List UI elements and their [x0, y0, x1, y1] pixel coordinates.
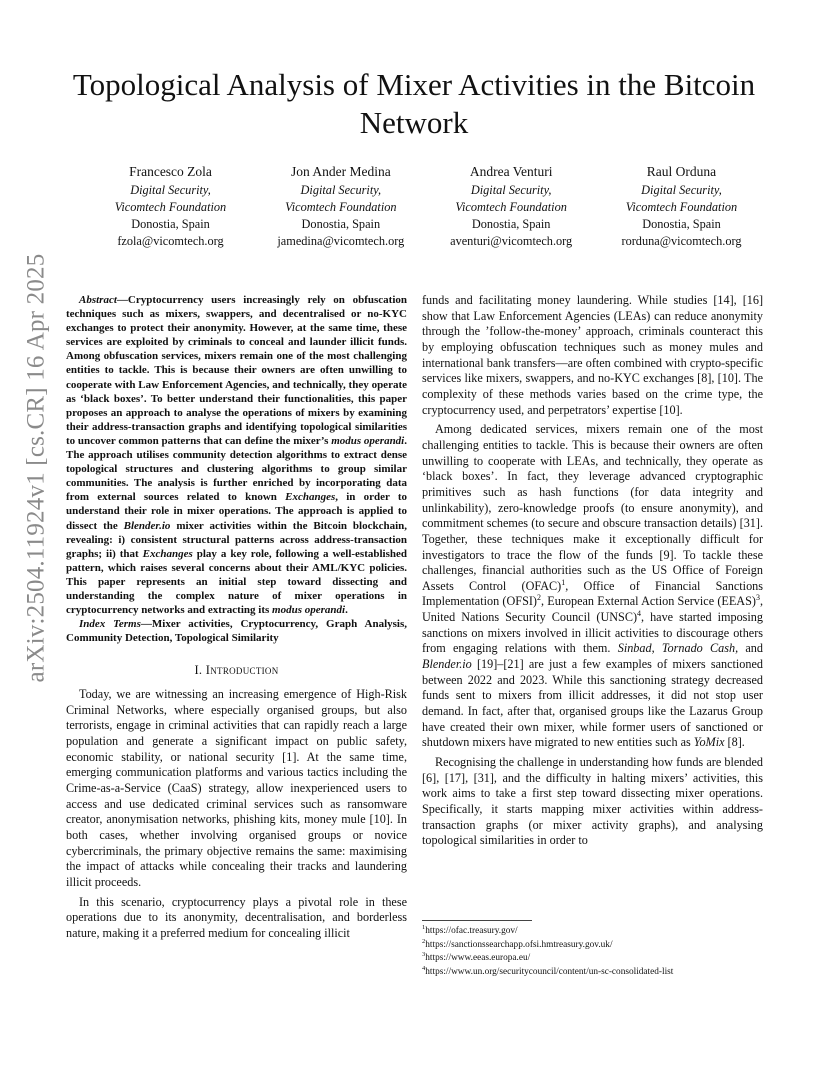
- author-block: [429, 163, 594, 250]
- arxiv-id: arXiv:2504.11924v1 [cs.CR] 16 Apr 2025: [22, 253, 49, 683]
- author-location: Donostia, Spain: [642, 217, 721, 231]
- author-dept: Digital Security,: [300, 183, 382, 197]
- footnote-ref: 3: [755, 593, 760, 603]
- author-location: Donostia, Spain: [131, 217, 210, 231]
- right-column: [422, 293, 763, 849]
- author-email: rorduna@vicomtech.org: [621, 234, 742, 248]
- footnote-link[interactable]: https://www.eeas.europa.eu/: [425, 953, 531, 964]
- author-dept: Digital Security,: [641, 183, 722, 197]
- body-paragraph: Recognising the challenge in understanding how funds are blended [6], [17], [31], and the difficulty in halting mixers’ activities, this work aims to take a first step toward dissecting mixer operations. Specifically, it starts mapping mixer activities within address-transaction graphs (or mixer activity graphs), and analysing topological similarities in order to: [422, 755, 763, 848]
- footnote-ref: 4: [637, 609, 642, 619]
- body-paragraph: In this scenario, cryptocurrency plays a pivotal role in these operations due to its anonymity, decentralisation, and borderless nature, making it a preferred medium for concealing illicit: [66, 894, 407, 940]
- footnote-link[interactable]: https://ofac.treasury.gov/: [425, 926, 518, 936]
- author-block: [88, 163, 253, 250]
- author-block: [258, 163, 423, 250]
- section-heading: I. Introduction: [194, 663, 279, 678]
- footnote-link[interactable]: https://www.un.org/securitycouncil/content/un-sc-consolidated-list: [425, 966, 674, 977]
- author-email: fzola@vicomtech.org: [117, 234, 224, 248]
- footnote: $^4$https://www.un.org/securitycouncil/content/un-sc-consolidated-list: [422, 964, 674, 977]
- footnotes: [422, 920, 763, 979]
- footnote-rule: [422, 920, 532, 921]
- left-column: [66, 293, 407, 942]
- author-org: Vicomtech Foundation: [625, 200, 738, 214]
- author-name: Raul Orduna: [646, 164, 717, 179]
- body-paragraph: Today, we are witnessing an increasing emergence of High-Risk Criminal Networks, where especially organised groups, but also terrorists, engage in criminal activities that can rapidly reach a large population and generate a significant impact on public safety, economic stability, or national security [1]. At the same time, emerging communication platforms and various tactics including the Crime-as-a-Service (CaaS) strategy, allow inexperienced users to access and use dedicated criminal services such as ransomware creator, anonymisation networks, phishing kits, money mule [10]. In both cases, whether involving organised groups or novice cybercriminals, the primary objective remains the same: maximising the impact of attacks while concealing their tracks and laundering illicit proceeds.: [66, 687, 407, 889]
- footnote: $^1$https://ofac.treasury.gov/: [422, 923, 518, 936]
- author-email: jamedina@vicomtech.org: [277, 234, 405, 248]
- author-location: Donostia, Spain: [471, 217, 551, 231]
- index-terms-label: Index Terms: [79, 618, 141, 631]
- footnote: $^3$https://www.eeas.europa.eu/: [422, 951, 531, 964]
- arxiv-stamp: [14, 253, 58, 683]
- author-name: Jon Ander Medina: [290, 164, 391, 179]
- footnote-link[interactable]: https://sanctionssearchapp.ofsi.hmtreasury.gov.uk/: [425, 939, 613, 950]
- author-block: [599, 163, 764, 250]
- author-email: aventuri@vicomtech.org: [450, 234, 573, 248]
- footnote-ref: 1: [561, 577, 566, 587]
- author-list: [88, 163, 764, 250]
- footnote-ref: 2: [536, 593, 541, 603]
- abstract: Abstract—Cryptocurrency users increasingly rely on obfuscation techniques such as mixers, swappers, and decentralised or no-KYC exchanges to protect their anonymity. However, at the same time, these services are exploited by criminals to conceal and launder illicit funds. Among obfuscation services, mixers remain one of the most challenging entities to tackle. This is because their owners are often unwilling to cooperate with Law Enforcement Agencies, and technically, they operate as ‘black boxes’. To better understand their functionalities, this paper proposes an approach to analyse the operations of mixers by examining their address-transaction graphs and identifying topological similarities to uncover common patterns that can define the mixer’s modus operandi. The approach utilises community detection algorithms to extract dense topological structures and clustering algorithms to group similar communities. The analysis is further enriched by incorporating data from external sources related to known Exchanges, in order to understand their role in mixer operations. The approach is applied to dissect the Blender.io mixer activities within the Bitcoin blockchain, revealing: i) consistent structural patterns across address-transaction graphs; ii) that Exchanges play a key role, following a well-established pattern, which raises several concerns about their AML/KYC policies. This paper represents an initial step toward dissecting and understanding the complex nature of mixer operations in cryptocurrency networks and extracting its modus operandi.: [66, 294, 408, 617]
- abstract-label: Abstract: [79, 294, 117, 306]
- author-dept: Digital Security,: [470, 183, 552, 197]
- footnote: $^2$https://sanctionssearchapp.ofsi.hmtreasury.gov.uk/: [422, 937, 613, 950]
- author-org: Vicomtech Foundation: [285, 200, 397, 214]
- author-name: Andrea Venturi: [469, 164, 553, 179]
- author-dept: Digital Security,: [130, 183, 211, 197]
- paper-title: Topological Analysis of Mixer Activities in the Bitcoin Network: [72, 67, 756, 140]
- body-paragraph: Among dedicated services, mixers remain one of the most challenging entities to tackle. This is because their owners are often unwilling to cooperate with LEAs, and technically, they operate as ‘black boxes’. In fact, they leverage advanced cryptographic primitives such as hash functions (for data integrity and unlinkability), zero-knowledge proofs (to ensure anonymity), and commitment schemes (to secure and obscure transaction details) [31]. Together, these techniques make it exceptionally difficult for investigators to trace the flow of the funds [9]. To tackle these challenges, financial authorities such as the US Office of Foreign Assets Control (OFAC)$^1$, Office of Financial Sanctions Implementation (OFSI)$^2$, European External Action Service (EEAS)$^3$, United Nations Security Council (UNSC)$^4$, have started imposing sanctions on mixers involved in illicit activities to discourage others from engaging relations with them. Sinbad, Tornado Cash, and Blender.io [19]–[21] are just a few examples of mixers sanctioned between 2022 and 2023. While this sanctioning strategy decreased funds sent to mixers from illicit addresses, it did not stop user demand. In fact, after that, organised groups like the Lazarus Group have created their own mixer, while former users of sanctioned or shutdown mixers have migrated to new entities such as YoMix [8].: [422, 422, 763, 750]
- index-terms: Index Terms—Mixer activities, Cryptocurrency, Graph Analysis, Community Detection, Topological Similarity: [66, 618, 407, 645]
- author-name: Francesco Zola: [129, 164, 212, 179]
- author-location: Donostia, Spain: [301, 217, 381, 231]
- author-org: Vicomtech Foundation: [114, 200, 227, 214]
- body-paragraph: funds and facilitating money laundering. While studies [14], [16] show that Law Enforcement Agencies (LEAs) can reduce anonymity through the ’follow-the-money’ approach, criminals counteract this by employing obfuscation techniques such as money mules and international bank transfers—are often combined with crypto-specific services like mixers, swappers, and no-KYC exchanges [8], [10]. The complexity of these methods varies based on the crime type, the cryptocurrency used, and perpetrators’ expertise [10].: [422, 293, 763, 417]
- author-org: Vicomtech Foundation: [455, 200, 567, 214]
